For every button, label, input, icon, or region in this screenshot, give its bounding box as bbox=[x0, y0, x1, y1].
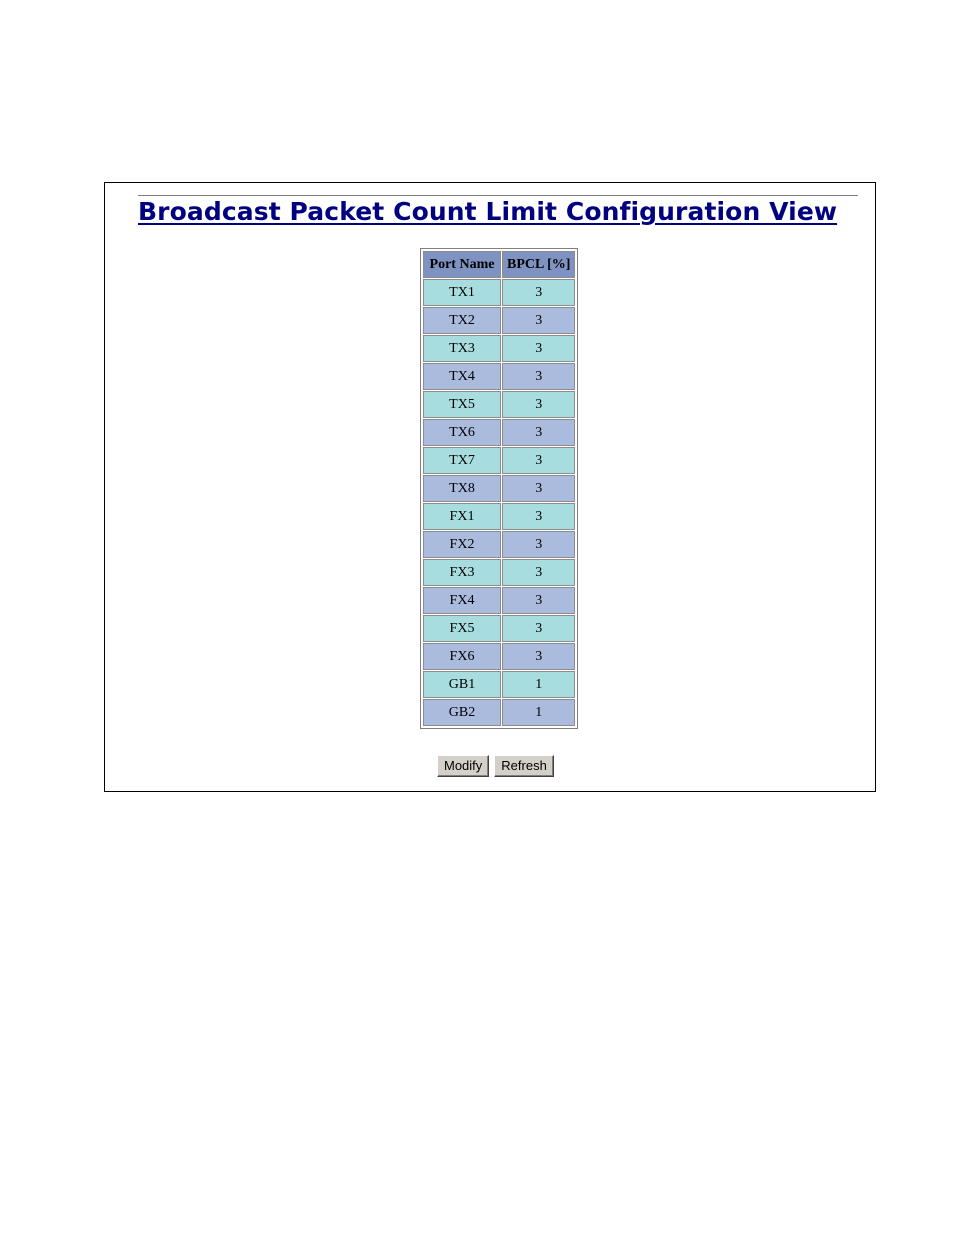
port-name-cell: GB1 bbox=[423, 671, 501, 698]
table-row bbox=[423, 587, 575, 614]
bpcl-value-cell: 1 bbox=[502, 671, 575, 698]
port-name-cell: TX8 bbox=[423, 475, 501, 502]
port-name-cell: FX3 bbox=[423, 559, 501, 586]
port-name-cell: FX2 bbox=[423, 531, 501, 558]
page-title: Broadcast Packet Count Limit Configuration View bbox=[138, 197, 838, 226]
port-name-cell: TX6 bbox=[423, 419, 501, 446]
bpcl-table-body bbox=[423, 279, 575, 726]
port-name-cell: GB2 bbox=[423, 699, 501, 726]
table-row bbox=[423, 671, 575, 698]
bpcl-table-container bbox=[420, 248, 578, 729]
port-name-cell: FX1 bbox=[423, 503, 501, 530]
bpcl-value-cell: 3 bbox=[502, 643, 575, 670]
bpcl-value-cell: 3 bbox=[502, 447, 575, 474]
table-row bbox=[423, 307, 575, 334]
bpcl-value-cell: 3 bbox=[502, 279, 575, 306]
bpcl-value-cell: 3 bbox=[502, 531, 575, 558]
port-name-cell: FX5 bbox=[423, 615, 501, 642]
table-row bbox=[423, 447, 575, 474]
action-buttons bbox=[437, 755, 554, 777]
bpcl-value-cell: 3 bbox=[502, 335, 575, 362]
table-row bbox=[423, 531, 575, 558]
table-row bbox=[423, 615, 575, 642]
port-name-cell: TX5 bbox=[423, 391, 501, 418]
port-name-cell: TX4 bbox=[423, 363, 501, 390]
table-row bbox=[423, 419, 575, 446]
port-name-cell: FX4 bbox=[423, 587, 501, 614]
table-row bbox=[423, 699, 575, 726]
bpcl-value-cell: 3 bbox=[502, 587, 575, 614]
modify-button[interactable]: Modify bbox=[437, 755, 489, 777]
bpcl-table bbox=[422, 250, 576, 727]
bpcl-value-cell: 1 bbox=[502, 699, 575, 726]
table-row bbox=[423, 643, 575, 670]
table-row bbox=[423, 363, 575, 390]
port-name-cell: FX6 bbox=[423, 643, 501, 670]
port-name-cell: TX1 bbox=[423, 279, 501, 306]
port-name-cell: TX7 bbox=[423, 447, 501, 474]
table-row bbox=[423, 279, 575, 306]
refresh-button[interactable]: Refresh bbox=[494, 755, 554, 777]
column-header-port-name: Port Name bbox=[423, 251, 501, 278]
bpcl-value-cell: 3 bbox=[502, 615, 575, 642]
table-row bbox=[423, 391, 575, 418]
port-name-cell: TX3 bbox=[423, 335, 501, 362]
port-name-cell: TX2 bbox=[423, 307, 501, 334]
bpcl-value-cell: 3 bbox=[502, 419, 575, 446]
config-view-panel bbox=[104, 182, 876, 792]
bpcl-value-cell: 3 bbox=[502, 391, 575, 418]
table-row bbox=[423, 503, 575, 530]
bpcl-value-cell: 3 bbox=[502, 559, 575, 586]
bpcl-value-cell: 3 bbox=[502, 475, 575, 502]
table-header-row bbox=[423, 251, 575, 278]
bpcl-value-cell: 3 bbox=[502, 307, 575, 334]
title-divider bbox=[138, 195, 858, 196]
table-row bbox=[423, 335, 575, 362]
column-header-bpcl: BPCL [%] bbox=[502, 251, 575, 278]
table-row bbox=[423, 475, 575, 502]
bpcl-value-cell: 3 bbox=[502, 503, 575, 530]
bpcl-value-cell: 3 bbox=[502, 363, 575, 390]
table-row bbox=[423, 559, 575, 586]
